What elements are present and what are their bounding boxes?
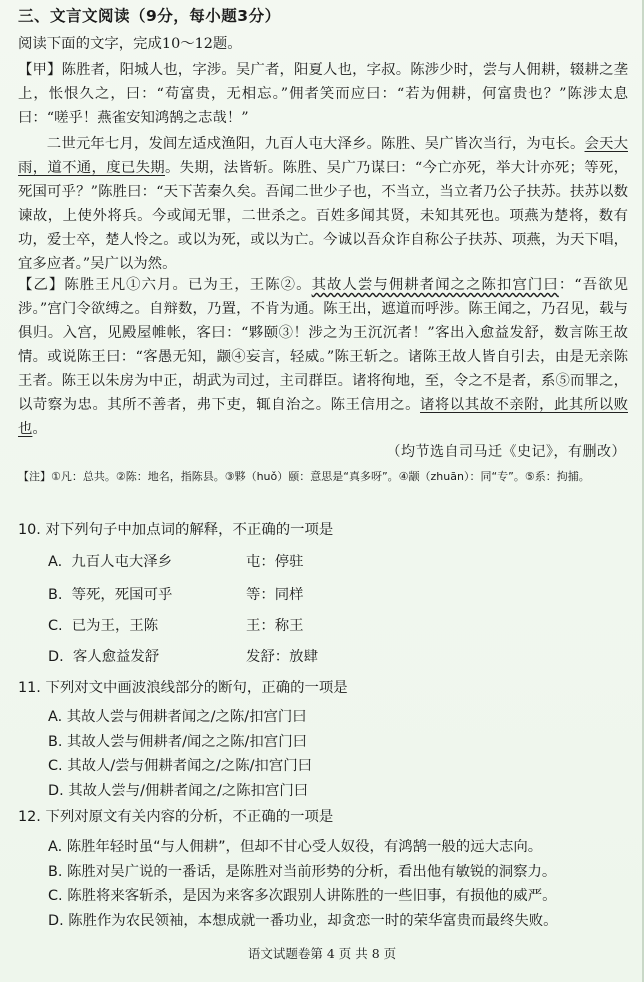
wavy-underlined-sentence: 其故人尝与佣耕者闻之之陈扣宫门曰 <box>311 277 559 293</box>
option-sentence: 九百人屯大泽乡 <box>71 554 173 570</box>
passage-a-text-cont: 。失期，法皆斩。陈胜、吴广乃谋曰：“今亡亦死，举大计亦死；等死，死国可乎？”陈胜曰：“天下苦秦久矣。吾闻二世少子也，不当立，当立者乃公子扶苏。扶苏以数谏故，上使外将兵。今或闻无罪，二世杀之。百姓多闻其贤，未知其死也。项燕为楚将，数有功，爱士卒，楚人怜之。或以为死，或以为亡。今诚以吾众诈自称公子扶苏、项燕，为天下唱，宜多应者。”吴广以为然。 <box>18 160 628 272</box>
option-sentence: 已为王，王陈 <box>71 618 159 634</box>
page-footer: 语文试题卷第 4 页 共 8 页 <box>247 946 397 961</box>
underlined-conclusion: 诸将以其故不亲附，此其所以败也 <box>18 397 628 437</box>
source-citation: （均节选自司马迁《史记》，有删改） <box>386 444 626 460</box>
q12-option-c[interactable]: C. 陈胜将来客斩杀，是因为来客多次跟别人讲陈胜的一些旧事，有损他的威严。 <box>48 888 557 904</box>
instruction: 阅读下面的文字，完成10～12题。 <box>18 36 242 52</box>
q10-option-a[interactable] <box>48 550 304 571</box>
q10-option-b[interactable] <box>48 583 304 604</box>
option-gloss: 屯：停驻 <box>246 554 304 570</box>
q10-option-d[interactable] <box>48 645 318 666</box>
annotation-notes: 【注】①凡：总共。②陈：地名，指陈县。③夥（huǒ）颐：意思是“真多呀”。④颛（zhuān）：同“专”。⑤系：拘捕。 <box>18 470 590 483</box>
passage-a-paragraph-2 <box>18 132 628 276</box>
question-10-stem: 10. 对下列句子中加点词的解释，不正确的一项是 <box>18 522 334 538</box>
passage-a-paragraph-1: 【甲】陈胜者，阳城人也，字涉。吴广者，阳夏人也，字叔。陈涉少时，尝与人佣耕，辍耕之垄上，怅恨久之，曰：“苟富贵，无相忘。”佣者笑而应曰：“若为佣耕，何富贵也？”陈涉太息曰：“嗟乎！燕雀安知鸿鹄之志哉！” <box>18 62 628 126</box>
option-gloss: 等：同样 <box>246 587 304 603</box>
option-label: B. <box>48 587 63 603</box>
q12-option-b[interactable]: B. 陈胜对吴广说的一番话，是陈胜对当前形势的分析，看出他有敏锐的洞察力。 <box>48 864 557 880</box>
passage-b-intro: 【乙】陈胜王凡①六月。已为王，王陈②。 <box>18 277 312 293</box>
passage-b-end: 。 <box>32 421 47 437</box>
option-gloss: 王：称王 <box>246 618 304 634</box>
q11-option-a[interactable]: A. 其故人尝与佣耕者闻之/之陈/扣宫门曰 <box>48 709 307 725</box>
q12-option-d[interactable]: D. 陈胜作为农民领袖，本想成就一番功业，却贪恋一时的荣华富贵而最终失败。 <box>48 913 558 929</box>
q11-option-b[interactable]: B. 其故人尝与佣耕者/闻之之陈/扣宫门曰 <box>48 734 307 750</box>
q10-option-c[interactable] <box>48 614 304 635</box>
passage-b <box>18 273 628 441</box>
passage-b-body: ：“吾欲见涉。”宫门令欲缚之。自辩数，乃置，不肯为通。陈王出，遮道而呼涉。陈王闻之，乃召见，载与俱归。入宫，见殿屋帷帐，客曰：“夥颐③！涉之为王沉沉者！”客出入愈益发舒，数言陈王故情。或说陈王曰：“客愚无知，颛④妄言，轻威。”陈王斩之。诸陈王故人皆自引去，由是无亲陈王者。陈王以朱房为中正，胡武为司过，主司群臣。诸将徇地，至，令之不是者，系⑤而罪之，以苛察为忠。其所不善者，弗下吏，辄自治之。陈王信用之。 <box>18 277 628 413</box>
question-12-stem: 12. 下列对原文有关内容的分析，不正确的一项是 <box>18 809 334 825</box>
option-label: A. <box>48 554 63 570</box>
option-sentence: 客人愈益发舒 <box>72 649 160 665</box>
q11-option-d[interactable]: D. 其故人尝与/佣耕者闻之/之陈扣宫门曰 <box>48 783 309 799</box>
question-11-stem: 11. 下列对文中画波浪线部分的断句，正确的一项是 <box>18 680 348 696</box>
option-sentence: 等死，死国可乎 <box>71 587 173 603</box>
passage-a-text: 二世元年七月，发闾左适戍渔阳，九百人屯大泽乡。陈胜、吴广皆次当行，为屯长。 <box>46 136 585 152</box>
underlined-sentence: 会天大雨，道不通，度已失期 <box>18 136 628 176</box>
option-label: C. <box>48 618 63 634</box>
option-label: D. <box>48 649 64 665</box>
q11-option-c[interactable]: C. 其故人/尝与佣耕者闻之/之陈/扣宫门曰 <box>48 758 312 774</box>
q12-option-a[interactable]: A. 陈胜年轻时虽“与人佣耕”，但却不甘心受人奴役，有鸿鹄一般的远大志向。 <box>48 839 543 855</box>
option-gloss: 发舒：放肆 <box>246 649 318 665</box>
section-title: 三、文言文阅读（9分，每小题3分） <box>18 7 281 25</box>
